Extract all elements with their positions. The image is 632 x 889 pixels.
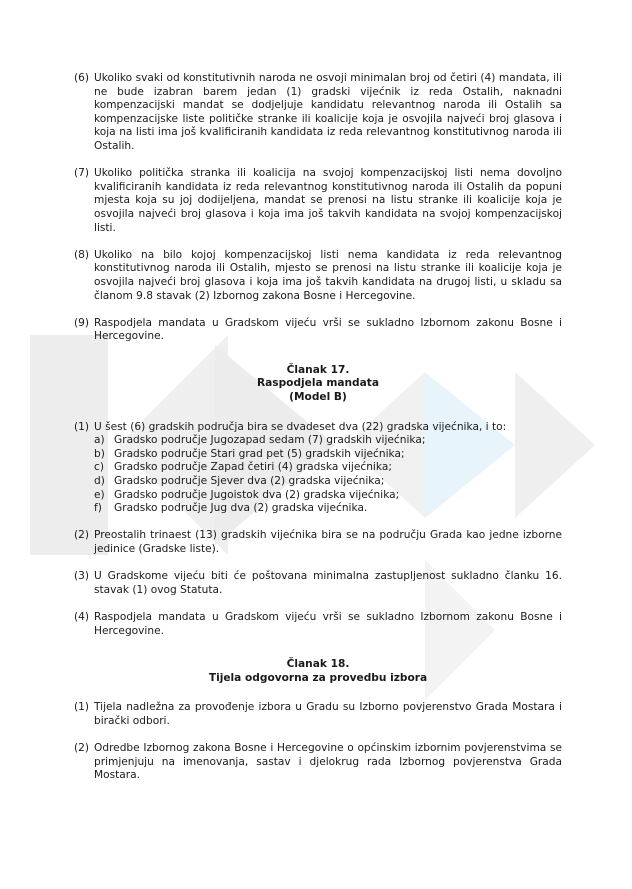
article-title: Tijela odgovorna za provedbu izbora	[208, 671, 428, 684]
list-letter: d)	[94, 475, 105, 488]
article-17-paragraph-3	[74, 570, 562, 597]
article-17-paragraph-2	[74, 529, 562, 556]
list-item	[94, 434, 562, 448]
paragraph-number: (8)	[74, 248, 90, 261]
list-letter: b)	[94, 447, 105, 460]
paragraph-6	[74, 72, 562, 154]
list-item	[94, 448, 562, 462]
paragraph-number: (3)	[74, 570, 90, 583]
list-text: Gradsko područje Stari grad pet (5) gradskih vijećnika;	[114, 447, 405, 460]
paragraph-7	[74, 167, 562, 235]
paragraph-content	[94, 421, 562, 516]
paragraph-text: U šest (6) gradskih područja bira se dvadeset dva (22) gradska vijećnika, i to:	[94, 420, 507, 433]
paragraph-text: Tijela nadležna za provođenje izbora u Gradu su Izborno povjerenstvo Grada Mostara i birački odbori.	[94, 701, 562, 727]
paragraph-text: Raspodjela mandata u Gradskom vijeću vrši se sukladno Izbornom zakonu Bosne i Hercegovine.	[94, 316, 562, 343]
paragraph-number: (6)	[74, 72, 90, 84]
paragraph-text: Preostalih trinaest (13) gradskih vijećnika bira se na području Grada kao jedne izborne jedinice (Gradske liste).	[94, 529, 562, 555]
article-17-paragraph-4	[74, 611, 562, 638]
paragraph-number: (4)	[74, 610, 90, 623]
paragraph-text: Ukoliko politička stranka ili koalicija na svojoj kompenzacijskoj listi nema dovoljno kvalificiranih kandidata iz reda relevantnog konstitutivnog naroda ili Ostalih da popuni mjesta koja su joj dodijeljena, mandat se prenosi na listu stranke ili koalicije koja je osvojila najveći broj glasova i koja ima još takvih kandidata na svojoj kompenzacijskoj listi.	[94, 167, 562, 234]
list-text: Gradsko područje Sjever dva (2) gradska vijećnika;	[114, 475, 385, 488]
list-item	[94, 502, 562, 516]
paragraph-number: (1)	[74, 420, 90, 433]
document-body	[74, 72, 562, 797]
list-letter: e)	[94, 488, 105, 501]
article-subtitle: (Model B)	[289, 391, 347, 404]
list-letter: a)	[94, 434, 105, 447]
paragraph-number: (2)	[74, 742, 90, 755]
list-text: Gradsko područje Zapad četiri (4) gradska vijećnika;	[114, 461, 392, 474]
article-17-paragraph-1	[74, 421, 562, 516]
article-18-paragraph-2	[74, 742, 562, 783]
list-item	[94, 489, 562, 503]
list-letter: c)	[94, 461, 104, 474]
paragraph-number: (9)	[74, 316, 90, 329]
article-18-heading	[74, 658, 562, 685]
paragraph-text: Raspodjela mandata u Gradskom vijeću vrši se sukladno Izbornom zakonu Bosne i Hercegovine.	[94, 610, 562, 637]
list-item	[94, 461, 562, 475]
list-text: Gradsko područje Jugoistok dva (2) gradska vijećnika;	[114, 488, 400, 501]
paragraph-text: U Gradskome vijeću biti će poštovana minimalna zastupljenost sukladno članku 16. stavak (1) ovog Statuta.	[94, 570, 562, 596]
list-text: Gradsko područje Jugozapad sedam (7) gradskih vijećnika;	[114, 434, 426, 447]
article-title: Raspodjela mandata	[256, 377, 379, 390]
paragraph-9	[74, 317, 562, 344]
article-18-paragraph-1	[74, 701, 562, 728]
list-text: Gradsko područje Jug dva (2) gradska vijećnika.	[114, 502, 368, 515]
article-number: Članak 18.	[286, 658, 350, 671]
paragraph-8	[74, 249, 562, 303]
paragraph-text: Ukoliko na bilo kojoj kompenzacijskoj listi nema kandidata iz reda relevantnog konstitutivnog naroda ili Ostalih, mjesto se prenosi na listu stranke ili koalicije koja je osvojila najveći broj glasova i koja ima još takvih kandidata na drugoj listi, u skladu sa članom 9.8 stavak (2) Izbornog zakona Bosne i Hercegovine.	[94, 248, 562, 302]
paragraph-number: (7)	[74, 167, 90, 180]
paragraph-text: Odredbe Izbornog zakona Bosne i Hercegovine o općinskim izbornim povjerenstvima se primjenjuju na imenovanja, sastav i djelokrug rada Izbornog povjerenstva Grada Mostara.	[94, 742, 562, 782]
paragraph-number: (1)	[74, 701, 90, 714]
list-item	[94, 475, 562, 489]
article-number: Članak 17.	[286, 363, 350, 376]
paragraph-number: (2)	[74, 529, 90, 542]
list-letter: f)	[94, 502, 102, 515]
paragraph-text: Ukoliko svaki od konstitutivnih naroda ne osvoji minimalan broj od četiri (4) mandata, ili ne bude izabran barem jedan (1) gradski vijećnik iz reda Ostalih, naknadni kompenzacijski mandat se dodjeljuje kandidatu relevantnog naroda ili Ostalih sa kompenzacijske liste političke stranke ili koalicije koja je osvojila najveći broj glasova i koja na listi ima još kvalificiranih kandidata iz reda relevantnog konstitutivnog naroda ili Ostalih.	[94, 72, 562, 152]
article-17-heading	[74, 364, 562, 405]
